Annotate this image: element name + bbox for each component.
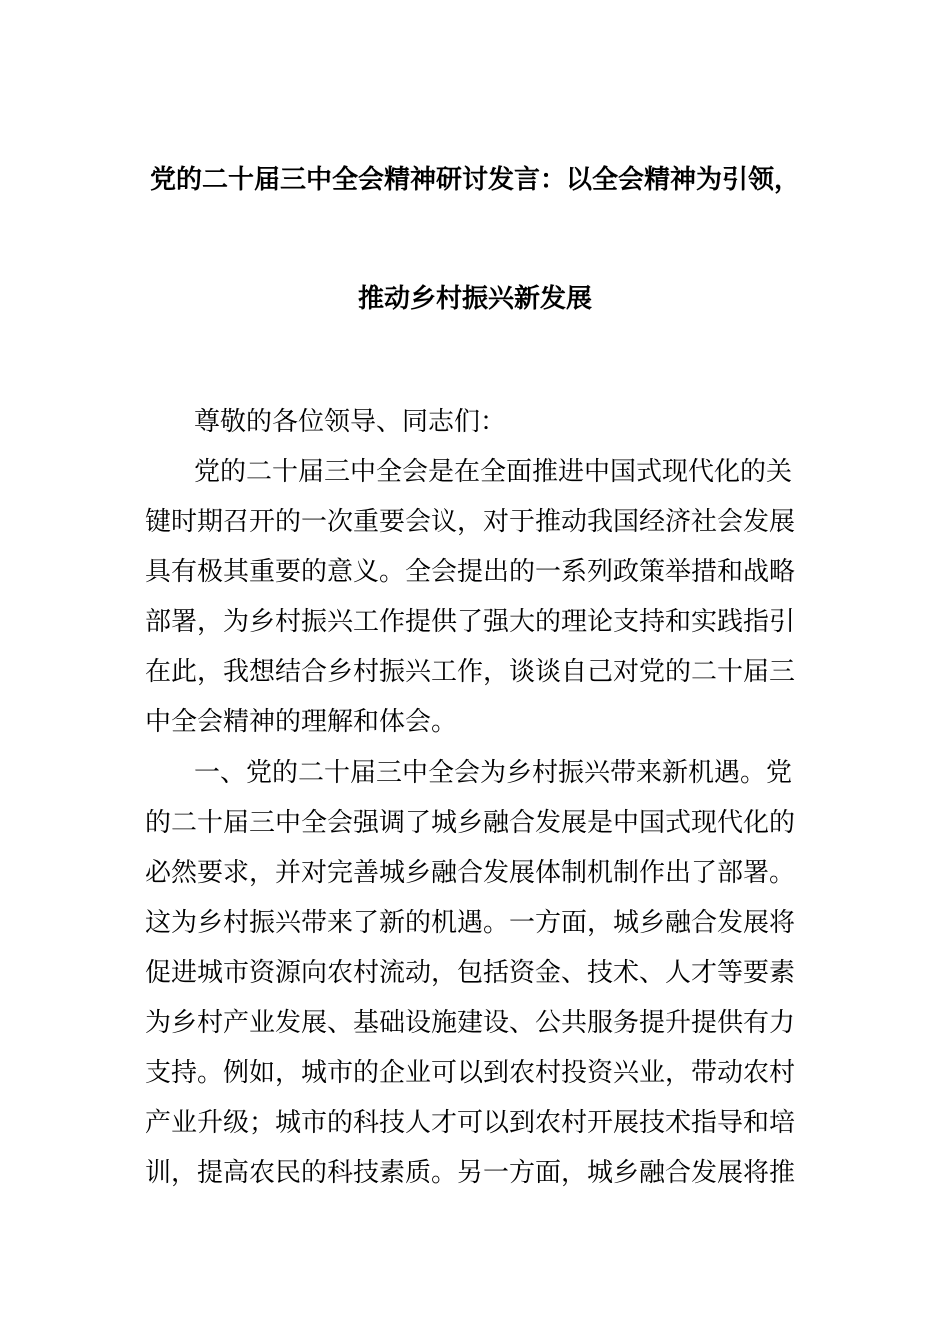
body-line: 支持。例如，城市的企业可以到农村投资兴业，带动农村 <box>145 1058 796 1088</box>
salutation: 尊敬的各位领导、同志们： <box>194 407 507 437</box>
body-line: 必然要求，并对完善城乡融合发展体制机制作出了部署。 <box>145 858 796 888</box>
body-line: 键时期召开的一次重要会议，对于推动我国经济社会发展 <box>145 507 796 537</box>
body-line: 促进城市资源向农村流动，包括资金、技术、人才等要素 <box>145 958 796 988</box>
body-line: 为乡村产业发展、基础设施建设、公共服务提升提供有力 <box>145 1008 796 1038</box>
body-line: 具有极其重要的意义。全会提出的一系列政策举措和战略 <box>145 557 796 587</box>
section-heading-line: 一、党的二十届三中全会为乡村振兴带来新机遇。党 <box>194 758 793 788</box>
body-line: 中全会精神的理解和体会。 <box>145 707 458 737</box>
body-line: 党的二十届三中全会是在全面推进中国式现代化的关 <box>194 457 793 487</box>
document-title-line-1: 党的二十届三中全会精神研讨发言：以全会精神为引领， <box>149 165 800 195</box>
body-line: 部署，为乡村振兴工作提供了强大的理论支持和实践指引 <box>145 607 796 637</box>
body-line: 产业升级；城市的科技人才可以到农村开展技术指导和培 <box>145 1108 796 1138</box>
body-line: 训，提高农民的科技素质。另一方面，城乡融合发展将推 <box>145 1158 796 1188</box>
body-line: 的二十届三中全会强调了城乡融合发展是中国式现代化的 <box>145 808 796 838</box>
document-title-line-2: 推动乡村振兴新发展 <box>357 284 592 314</box>
body-line: 这为乡村振兴带来了新的机遇。一方面，城乡融合发展将 <box>145 908 796 938</box>
body-line: 在此，我想结合乡村振兴工作，谈谈自己对党的二十届三 <box>145 657 796 687</box>
